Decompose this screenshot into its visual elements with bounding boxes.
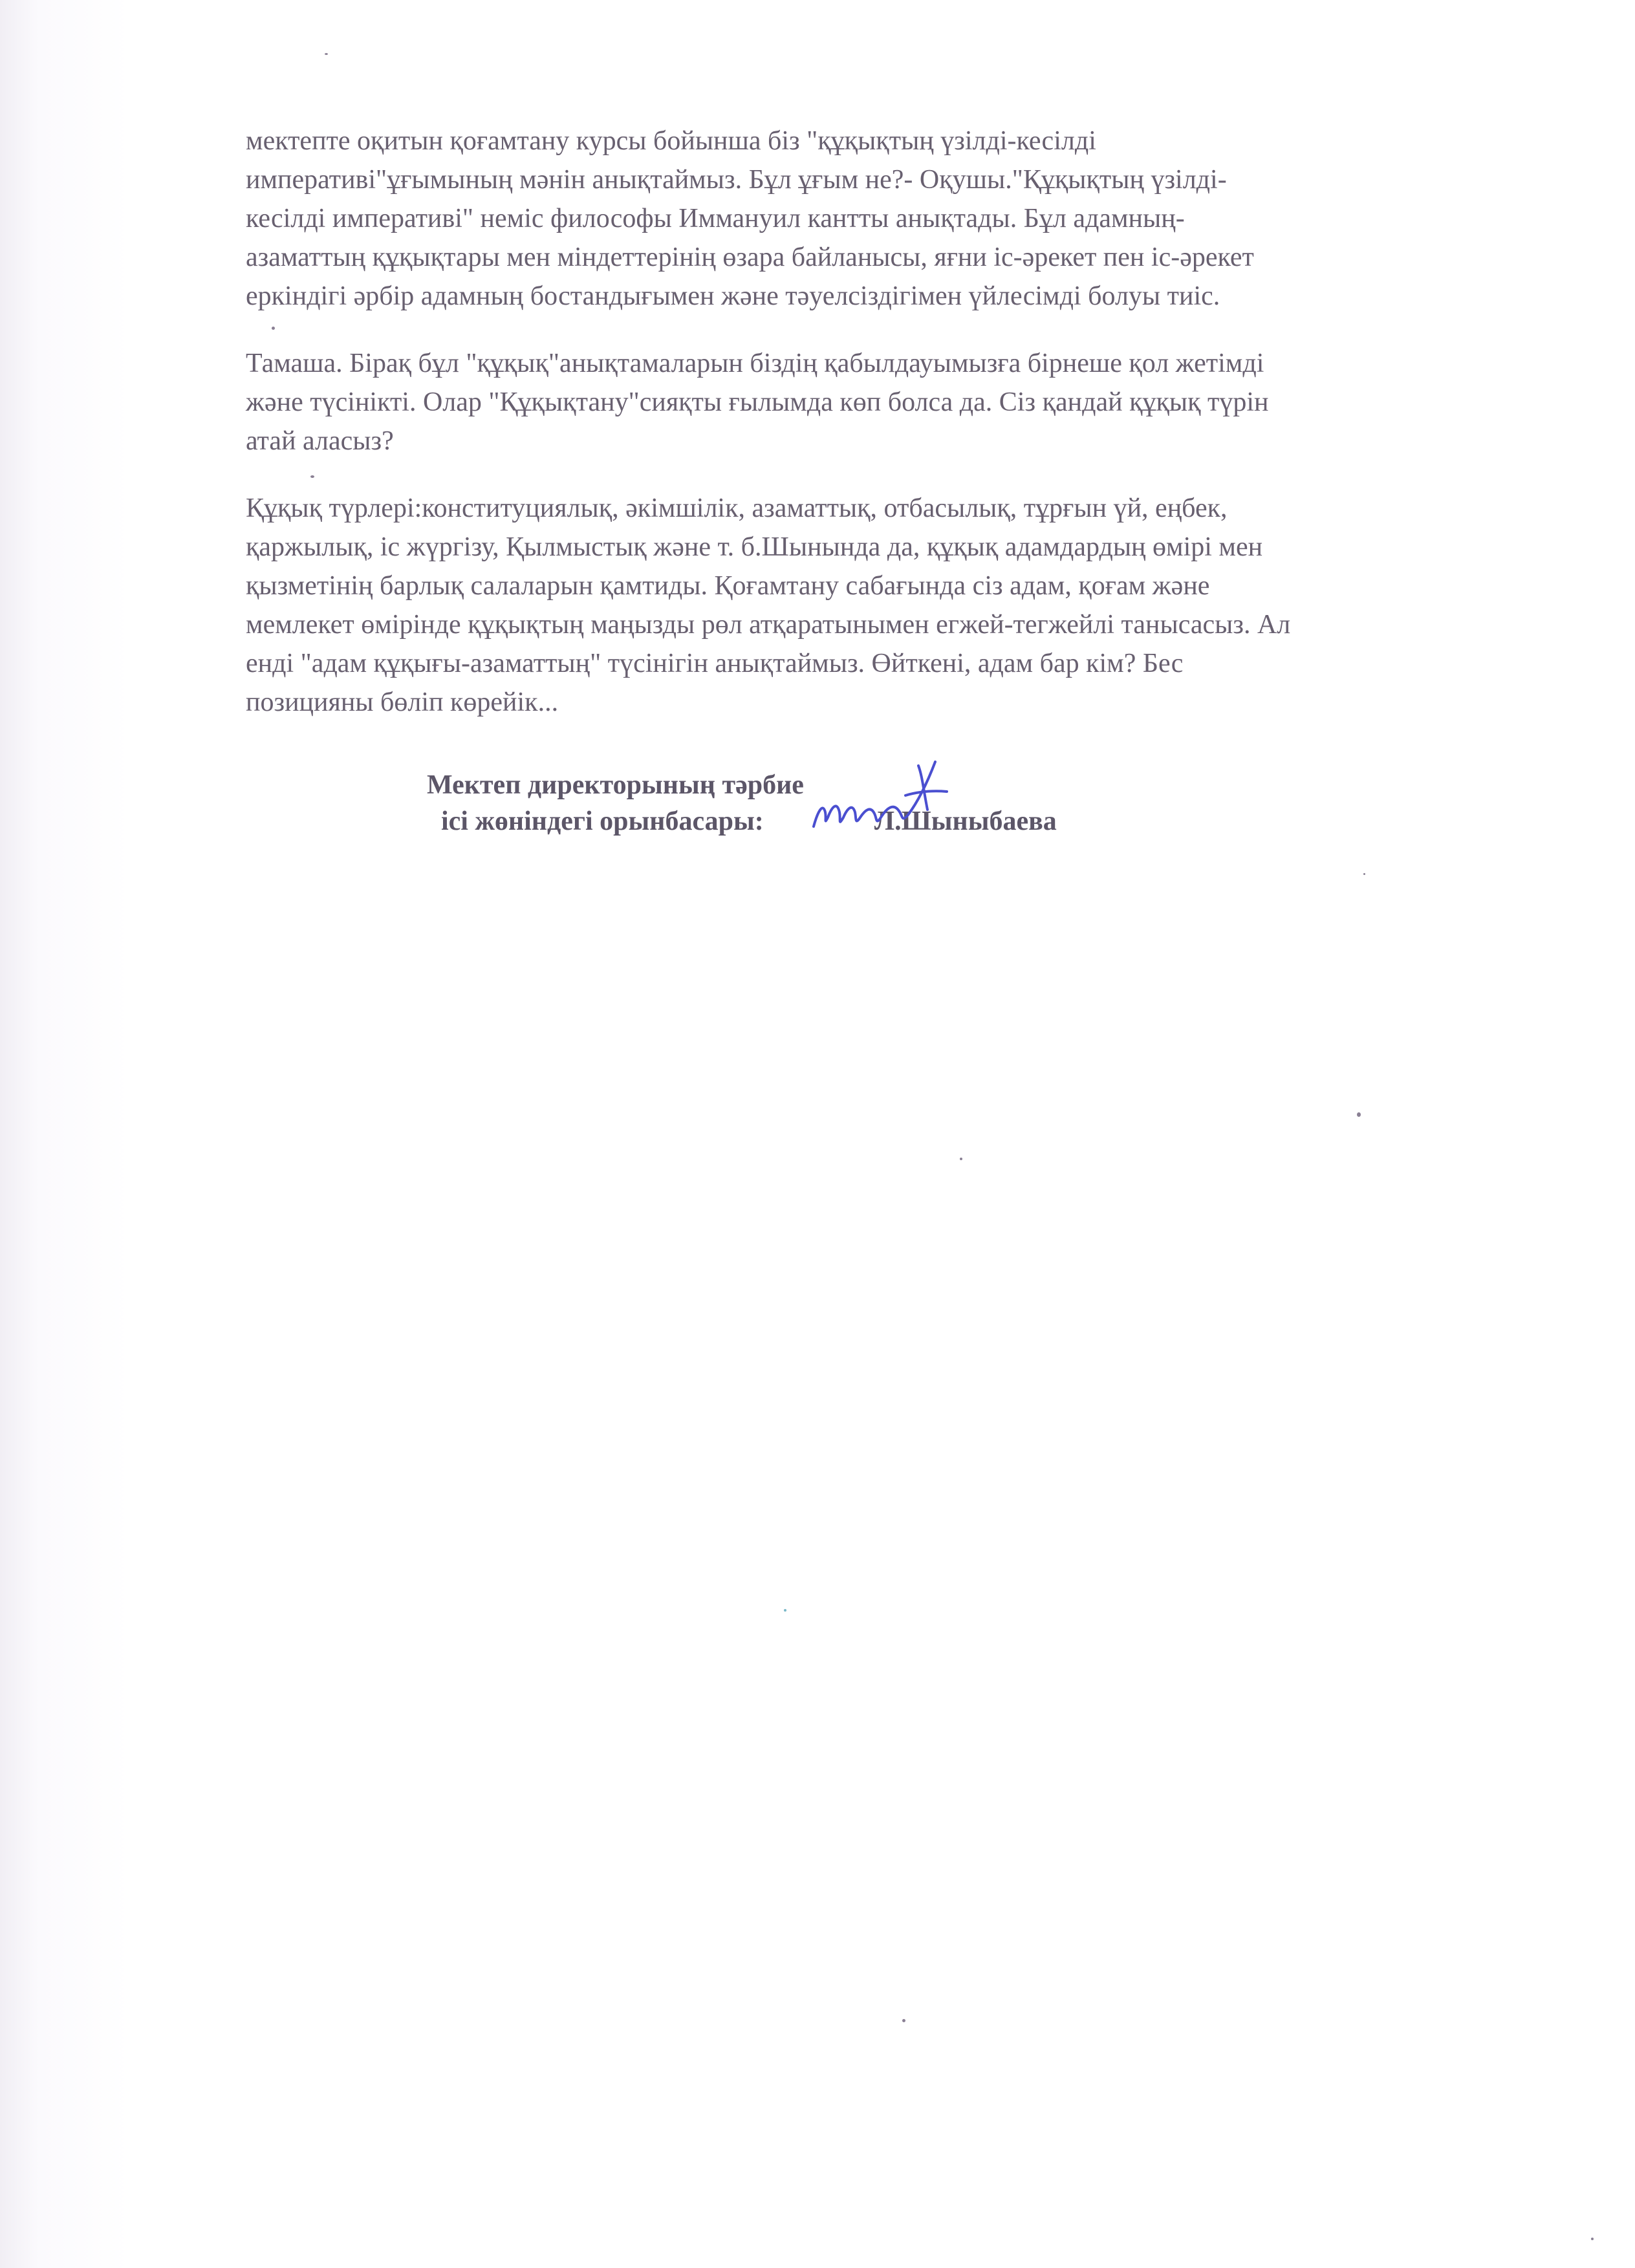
handwritten-signature-icon bbox=[808, 750, 951, 841]
paragraph-1-line: мектепте оқитын қоғамтану курсы бойынша біз "құқықтың үзілді-кесілді bbox=[246, 126, 1096, 156]
scan-speck bbox=[1591, 2238, 1594, 2240]
paragraph-1-line: императиві"ұғымының мәнін анықтаймыз. Бұл ұғым не?- Оқушы."Құқықтың үзілді- bbox=[246, 165, 1227, 195]
paragraph-3-line: позицияны бөліп көрейік... bbox=[246, 687, 559, 717]
paragraph-3-line: мемлекет өмірінде құқықтың маңызды рөл атқаратынымен егжей-тегжейлі танысасыз. Ал bbox=[246, 610, 1291, 640]
paragraph-2 bbox=[246, 344, 1539, 460]
paragraph-3-line: қызметінің барлық салаларын қамтиды. Қоғамтану сабағында сіз адам, қоғам және bbox=[246, 571, 1210, 601]
scan-speck bbox=[960, 1158, 962, 1160]
scan-speck bbox=[1363, 873, 1365, 875]
scan-speck bbox=[902, 2019, 905, 2022]
signature-block bbox=[427, 767, 1057, 839]
document-body bbox=[246, 122, 1539, 750]
signer-name: Л.Шыныбаева bbox=[874, 806, 1057, 836]
paragraph-2-line: және түсінікті. Олар "Құқықтану"сияқты ғылымда көп болса да. Сіз қандай құқық түрін bbox=[246, 387, 1269, 417]
scan-speck bbox=[310, 475, 314, 478]
paragraph-1-line: азаматтың құқықтары мен міндеттерінің өзара байланысы, яғни іс-әрекет пен іс-әрекет bbox=[246, 243, 1254, 272]
scan-speck bbox=[784, 1609, 786, 1612]
paragraph-3-line: қаржылық, іс жүргізу, Қылмыстық және т. б.Шынында да, құқық адамдардың өмірі мен bbox=[246, 532, 1263, 562]
scan-speck bbox=[1357, 1112, 1361, 1117]
paragraph-1-line: кесілді императиві" неміс философы Иммануил кантты анықтады. Бұл адамның- bbox=[246, 204, 1185, 233]
paragraph-3 bbox=[246, 489, 1539, 722]
signer-position-label: ісі жөніндегі орынбасары: bbox=[441, 806, 764, 836]
paragraph-3-line: енді "адам құқығы-азаматтың" түсінігін анықтаймыз. Өйткені, адам бар кім? Бес bbox=[246, 649, 1184, 678]
signer-position-line-2 bbox=[427, 803, 1057, 839]
paragraph-2-line: атай аласыз? bbox=[246, 426, 394, 456]
paragraph-2-line: Тамаша. Бірақ бұл "құқық"анықтамаларын біздің қабылдауымызға бірнеше қол жетімді bbox=[246, 349, 1264, 378]
scan-speck bbox=[272, 327, 275, 330]
scan-speck bbox=[325, 53, 328, 55]
signer-position-line-1: Мектеп директорының тәрбие bbox=[427, 770, 804, 800]
paragraph-3-line: Құқық түрлері:конституциялық, әкімшілік, азаматтық, отбасылық, тұрғын үй, еңбек, bbox=[246, 493, 1228, 523]
paragraph-1-line: еркіндігі әрбір адамның бостандығымен және тәуелсіздігімен үйлесімді болуы тиіс. bbox=[246, 281, 1220, 311]
paragraph-1 bbox=[246, 122, 1539, 316]
